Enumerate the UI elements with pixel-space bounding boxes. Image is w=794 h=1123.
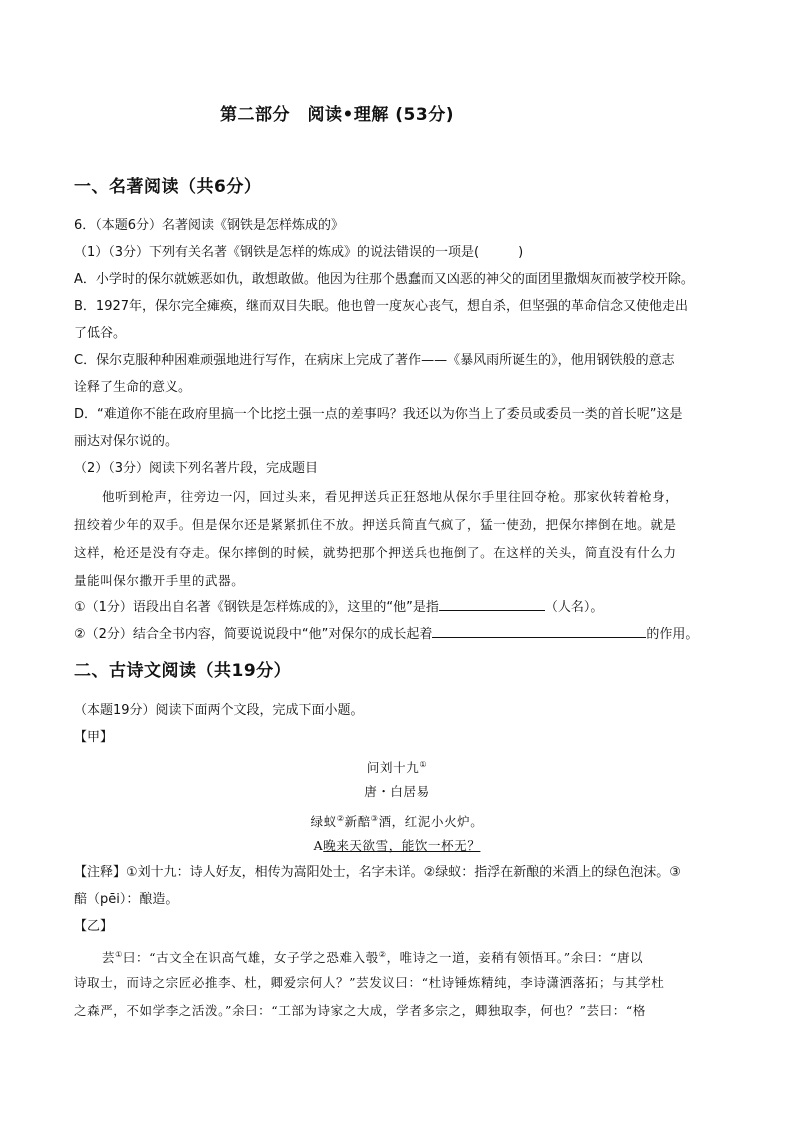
yi-note-marker-1: ① [115,950,123,959]
note-marker-2: ② [336,814,345,823]
section2-intro: （本题19分）阅读下面两个文段，完成下面小题。 [74,703,364,718]
question-b-suffix: 的作用。 [646,627,699,642]
passage-line-1: 他听到枪声，往旁边一闪，回过头来，看见押送兵正狂怒地从保尔手里往回夺枪。那家伙转着枪身， [102,489,679,504]
yi-passage-line-2: 诗取士，而诗之宗匠必推李、杜，卿爱宗何人？”芸发议曰：“杜诗锤炼精纯，李诗潇洒落拓；与其学杜 [74,975,665,990]
subquestion-1-stem: （1）（3分）下列有关名著《钢铁是怎样的炼成》的说法错误的一项是( ) [74,245,524,260]
passage-line-3: 这样，枪还是没有夺走。保尔摔倒的时候，就势把那个押送兵也拖倒了。在这样的关头，简直没有什么力 [74,545,677,560]
note-marker-3: ③ [370,814,379,823]
poem-line-1-part-c: 酒，红泥小火炉。 [378,814,484,830]
option-c-line-1: C．保尔克服种种困难顽强地进行写作，在病床上完成了著作——《暴风雨所诞生的》，他用钢铁般的意志 [74,353,675,368]
question-b-prefix: ②（2分）结合全书内容，简要说说段中“他”对保尔的成长起着 [74,627,433,642]
yi-passage-line-1 [102,946,643,967]
question-a-prefix: ①（1分）语段出自名著《钢铁是怎样炼成的》，这里的“他”是指 [74,600,439,615]
poem-author: 唐・白居易 [364,784,430,799]
question-b [74,625,698,644]
question-a-suffix: （人名）。 [544,600,604,615]
passage-line-2: 扭绞着少年的双手。但是保尔还是紧紧抓住不放。押送兵简直气疯了，猛一使劲，把保尔摔倒在地。就是 [74,517,677,532]
option-b-line-2: 了低谷。 [74,326,127,341]
poem-title [0,756,794,777]
notes-line-1: 【注释】①刘十九：诗人好友，相传为嵩阳处士，名字未详。②绿蚁：指浮在新酿的米酒上的绿色泡沫。③ [74,865,681,880]
label-yi: 【乙】 [74,919,114,934]
yi-passage-line-3: 之森严，不如学李之活泼。”余曰：“工部为诗家之大成，学者多宗之，卿独取李，何也？”芸曰：“格 [74,1003,646,1018]
poem-title-note-marker: ① [419,760,428,769]
question-6-intro: 6．（本题6分）名著阅读《钢铁是怎样炼成的》 [74,218,345,233]
yi-line-1-part-a: 芸 [102,950,116,966]
passage-line-4: 量能叫保尔撒开手里的武器。 [74,573,245,588]
option-a: A．小学时的保尔就嫉恶如仇，敢想敢做。他因为往那个愚蠢而又凶恶的神父的面团里撒烟灰而被学校开除。 [74,272,694,287]
poem-title-text: 问刘十九 [366,760,420,776]
section-heading-ancient-poetry: 二、古诗文阅读（共19分） [74,661,292,681]
option-c-line-2: 诠释了生命的意义。 [74,380,192,395]
answer-blank-name[interactable] [439,598,545,611]
yi-line-1-part-b: 曰：“古文全在识高气雄，女子学之恐难入彀 [122,950,379,966]
poem-line-1-part-a: 绿蚁 [310,814,337,830]
yi-line-1-part-c: ，唯诗之一道，妾稍有领悟耳。”余曰：“唐以 [386,950,644,966]
section-heading-classics: 一、名著阅读（共6分） [74,177,262,197]
poem-line-1-part-b: 新醅 [344,814,371,830]
poem-line-1 [0,810,794,831]
poem-line-2 [0,837,794,855]
subquestion-2-stem: （2）（3分）阅读下列名著片段，完成题目 [74,461,319,476]
yi-note-marker-2: ② [378,950,387,959]
poem-line-2-text: 晚来天欲雪，能饮一杯无？ [323,838,481,853]
option-d-line-1: D．“难道你不能在政府里搞一个比挖土强一点的差事吗？我还以为你当上了委员或委员一类的首长呢”这是 [74,407,683,422]
notes-line-2: 醅（pēi）：酿造。 [74,892,179,907]
question-a [74,598,603,617]
option-b-line-1: B．1927年，保尔完全瘫痪，继而双目失眠。他也曾一度灰心丧气，想自杀，但坚强的革命信念又使他走出 [74,299,689,314]
answer-blank-role[interactable] [432,625,646,638]
poem-line-2-marker: A [313,838,324,853]
page-title: 第二部分 阅读•理解 (53分) [220,105,454,125]
option-d-line-2: 丽达对保尔说的。 [74,434,179,449]
label-jia: 【甲】 [74,730,114,745]
